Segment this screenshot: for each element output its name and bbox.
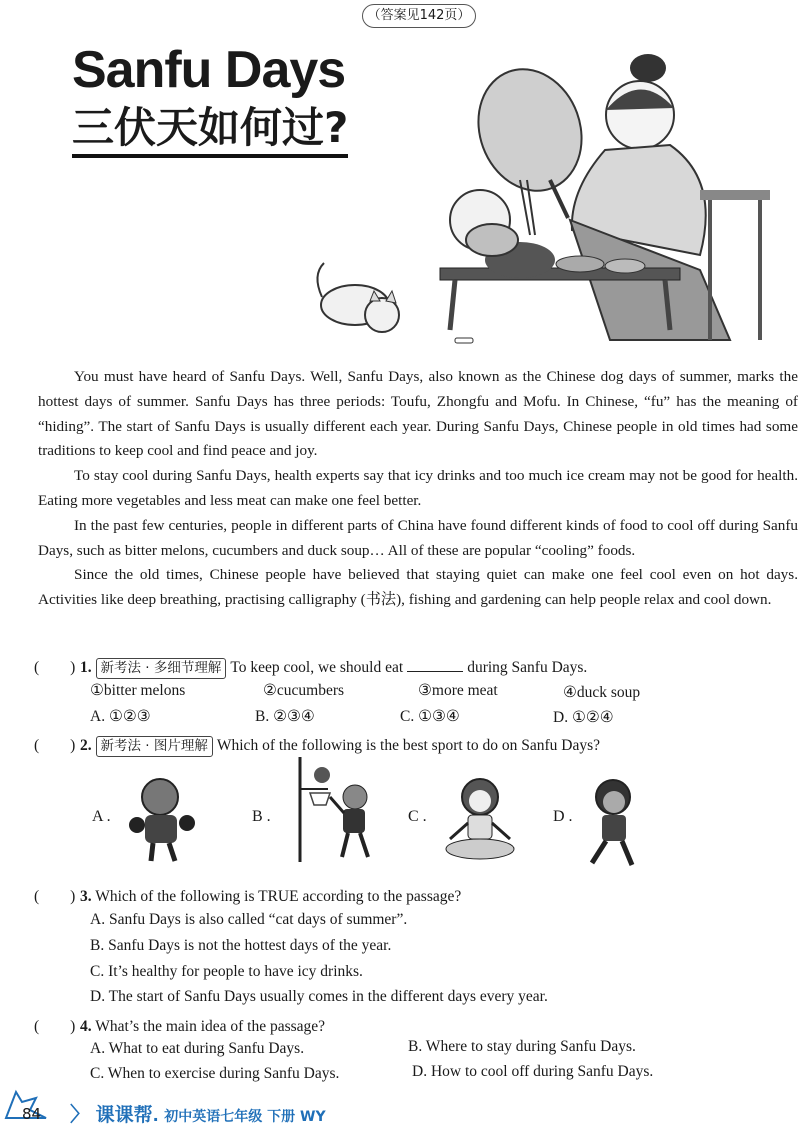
chevron-right-icon: 〉 — [70, 1102, 90, 1126]
q3-option-c[interactable]: C. It’s healthy for people to have icy drinks. — [90, 963, 363, 980]
boxing-kid-picture — [125, 775, 200, 865]
passage-paragraph: To stay cool during Sanfu Days, health experts say that icy drinks and too much ice cream may not be good for health. Eating more vegetables and less meat can make one feel better. — [38, 467, 798, 509]
page-number: 84 — [22, 1105, 42, 1123]
answer-bracket[interactable]: ( ) — [34, 737, 76, 754]
q4-option-a[interactable]: A. What to eat during Sanfu Days. — [90, 1040, 305, 1057]
q2-option-b[interactable]: B . — [252, 808, 271, 825]
question-stem: What’s the main idea of the passage? — [95, 1018, 326, 1035]
q1-option-c[interactable]: C. ①③④ — [400, 708, 460, 725]
footer-brand-line: 〉 课课帮. 初中英语七年级 下册 WY — [70, 1102, 326, 1126]
question-4 — [34, 1014, 325, 1036]
running-kid-picture — [580, 775, 650, 870]
question-stem: To keep cool, we should eat — [230, 659, 404, 676]
question-type-tag: 新考法 · 多细节理解 — [96, 658, 227, 679]
q3-option-b[interactable]: B. Sanfu Days is not the hottest days of the year. — [90, 937, 392, 954]
basketball-kid-picture — [270, 757, 390, 867]
question-stem: Which of the following is the best sport to do on Sanfu Days? — [216, 737, 601, 754]
question-1 — [34, 655, 587, 679]
question-stem-end: during Sanfu Days. — [467, 659, 588, 676]
q2-option-a[interactable]: A . — [92, 808, 111, 825]
answer-bracket[interactable]: ( ) — [34, 888, 76, 905]
q4-option-c[interactable]: C. When to exercise during Sanfu Days. — [90, 1065, 340, 1082]
q2-option-d[interactable]: D . — [553, 808, 573, 825]
title-chinese: 三伏天如何过? — [72, 104, 348, 158]
q3-option-d[interactable]: D. The start of Sanfu Days usually comes in the different days every year. — [90, 988, 548, 1005]
answer-blank[interactable] — [407, 671, 463, 672]
question-type-tag: 新考法 · 图片理解 — [96, 736, 213, 757]
q3-option-a[interactable]: A. Sanfu Days is also called “cat days of summer”. — [90, 911, 408, 928]
brand-logo: 课课帮 — [95, 1104, 153, 1126]
question-stem: Which of the following is TRUE according to the passage? — [95, 888, 462, 905]
q1-item: ①bitter melons — [90, 682, 186, 699]
q1-option-a[interactable]: A. ①②③ — [90, 708, 151, 725]
sanfu-illustration — [400, 40, 800, 360]
q1-option-d[interactable]: D. ①②④ — [553, 709, 614, 726]
question-number: 2. — [80, 737, 92, 754]
q4-option-b[interactable]: B. Where to stay during Sanfu Days. — [408, 1038, 636, 1055]
question-number: 1. — [80, 659, 92, 676]
passage-paragraph: In the past few centuries, people in different parts of China have found different kinds of food to cool off during Sanfu Days, such as bitter melons, cucumbers and duck soup… All of these are popular “cooling” foods. — [38, 516, 798, 559]
book-info: 初中英语七年级 下册 WY — [164, 1109, 326, 1125]
yoga-girl-picture — [440, 775, 520, 865]
passage-paragraph: You must have heard of Sanfu Days. Well, Sanfu Days, also known as the Chinese dog days of summer, marks the hottest days of summer. Sanfu Days has three periods: Toufu, Zhongfu and Mofu. In Chinese, “fu” has the meaning of “hiding”. The start of Sanfu Days is usually different each year. During Sanfu Days, Chinese people in old times had some traditions to keep cool and find peace and joy. — [38, 368, 798, 460]
question-number: 3. — [80, 888, 92, 905]
q4-option-d[interactable]: D. How to cool off during Sanfu Days. — [412, 1063, 654, 1080]
answer-bracket[interactable]: ( ) — [34, 1018, 76, 1035]
q1-item: ②cucumbers — [263, 682, 345, 699]
q1-item: ③more meat — [418, 682, 498, 699]
dog-illustration — [310, 255, 420, 345]
q1-option-b[interactable]: B. ②③④ — [255, 708, 315, 725]
reading-passage — [38, 365, 798, 613]
q1-item: ④duck soup — [563, 684, 641, 701]
question-3 — [34, 884, 461, 906]
title-english: Sanfu Days — [72, 41, 346, 99]
answer-bracket[interactable]: ( ) — [34, 659, 76, 676]
answer-page-note: （答案见142页） — [362, 4, 476, 28]
question-number: 4. — [80, 1018, 92, 1035]
question-2 — [34, 733, 600, 757]
q2-option-c[interactable]: C . — [408, 808, 427, 825]
passage-paragraph: Since the old times, Chinese people have believed that staying quiet can make one feel cool even on hot days. Activities like deep breathing, practising calligraphy (书法), fishing and gardening can help people relax and cool down. — [38, 566, 798, 609]
